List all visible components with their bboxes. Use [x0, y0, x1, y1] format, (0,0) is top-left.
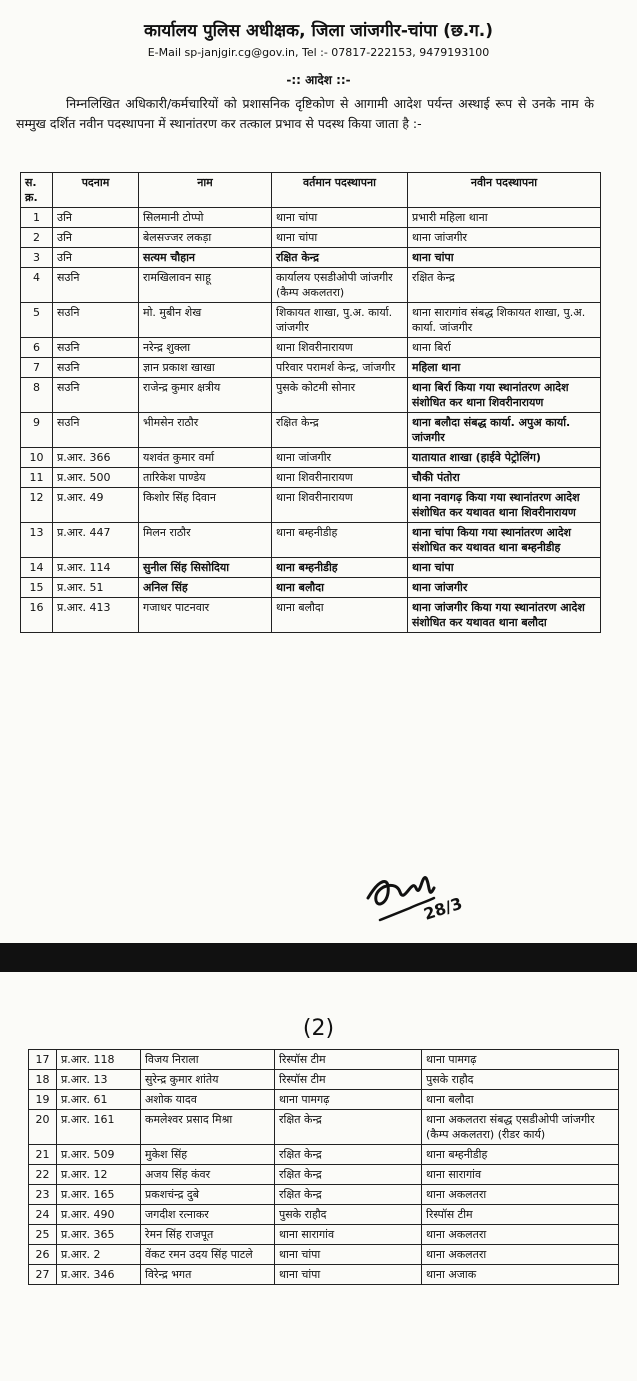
cell-new-posting: थाना अकलतरा	[422, 1185, 619, 1205]
cell-rank: सउनि	[53, 268, 139, 303]
cell-name: रेमन सिंह राजपूत	[141, 1225, 275, 1245]
cell-name: किशोर सिंह दिवान	[139, 488, 272, 523]
cell-serial: 19	[29, 1090, 57, 1110]
cell-name: सत्यम चौहान	[139, 248, 272, 268]
cell-name: मिलन राठौर	[139, 523, 272, 558]
cell-current-posting: थाना चांपा	[275, 1265, 422, 1285]
cell-serial: 25	[29, 1225, 57, 1245]
cell-serial: 15	[21, 578, 53, 598]
header-name: नाम	[139, 173, 272, 208]
cell-new-posting: थाना बलौदा संबद्ध कार्या. अपुअ कार्या. जांजगीर	[408, 413, 601, 448]
table-row	[21, 358, 601, 378]
cell-rank: सउनि	[53, 303, 139, 338]
cell-name: जगदीश रत्नाकर	[141, 1205, 275, 1225]
cell-current-posting: रिस्पॉस टीम	[275, 1070, 422, 1090]
cell-new-posting: थाना अकलतरा	[422, 1225, 619, 1245]
cell-name: अजय सिंह कंवर	[141, 1165, 275, 1185]
cell-current-posting: थाना शिवरीनारायण	[272, 488, 408, 523]
cell-new-posting: थाना बलौदा	[422, 1090, 619, 1110]
cell-current-posting: थाना चांपा	[272, 228, 408, 248]
cell-serial: 1	[21, 208, 53, 228]
cell-new-posting: प्रभारी महिला थाना	[408, 208, 601, 228]
cell-current-posting: पुसके कोटमी सोनार	[272, 378, 408, 413]
cell-rank: प्र.आर. 447	[53, 523, 139, 558]
table-row	[29, 1090, 619, 1110]
cell-name: रामखिलावन साहू	[139, 268, 272, 303]
cell-serial: 24	[29, 1205, 57, 1225]
cell-rank: प्र.आर. 13	[57, 1070, 141, 1090]
cell-new-posting: रिस्पॉस टीम	[422, 1205, 619, 1225]
cell-serial: 27	[29, 1265, 57, 1285]
cell-new-posting: थाना चांपा	[408, 558, 601, 578]
cell-new-posting: यातायात शाखा (हाईवे पेट्रोलिंग)	[408, 448, 601, 468]
cell-name: बेलसज्जर लकड़ा	[139, 228, 272, 248]
table-row	[29, 1165, 619, 1185]
table-row	[29, 1185, 619, 1205]
cell-rank: प्र.आर. 165	[57, 1185, 141, 1205]
cell-current-posting: पुसके राहौद	[275, 1205, 422, 1225]
cell-name: गजाधर पाटनवार	[139, 598, 272, 633]
table-row	[29, 1225, 619, 1245]
office-title: कार्यालय पुलिस अधीक्षक, जिला जांजगीर-चांपा (छ.ग.)	[143, 21, 494, 41]
cell-new-posting: थाना बिर्रा किया गया स्थानांतरण आदेश संशोधित कर थाना शिवरीनारायण	[408, 378, 601, 413]
cell-name: अनिल सिंह	[139, 578, 272, 598]
cell-current-posting: थाना जांजगीर	[272, 448, 408, 468]
cell-serial: 18	[29, 1070, 57, 1090]
cell-rank: प्र.आर. 366	[53, 448, 139, 468]
cell-serial: 21	[29, 1145, 57, 1165]
cell-rank: प्र.आर. 346	[57, 1265, 141, 1285]
cell-new-posting: थाना चांपा	[408, 248, 601, 268]
cell-name: मुकेश सिंह	[141, 1145, 275, 1165]
cell-new-posting: थाना बिर्रा	[408, 338, 601, 358]
cell-new-posting: थाना जांजगीर	[408, 228, 601, 248]
cell-new-posting: थाना बम्हनीडीह	[422, 1145, 619, 1165]
cell-serial: 3	[21, 248, 53, 268]
cell-name: भीमसेन राठौर	[139, 413, 272, 448]
table-row	[21, 578, 601, 598]
cell-serial: 12	[21, 488, 53, 523]
cell-serial: 14	[21, 558, 53, 578]
cell-name: ज्ञान प्रकाश खाखा	[139, 358, 272, 378]
cell-rank: सउनि	[53, 413, 139, 448]
cell-serial: 7	[21, 358, 53, 378]
signature-date: 28/3	[421, 893, 465, 924]
table-row	[21, 208, 601, 228]
cell-rank: उनि	[53, 228, 139, 248]
table-row	[21, 338, 601, 358]
cell-new-posting: थाना जांजगीर	[408, 578, 601, 598]
cell-rank: प्र.आर. 61	[57, 1090, 141, 1110]
cell-new-posting: थाना जांजगीर किया गया स्थानांतरण आदेश संशोधित कर यथावत थाना बलौदा	[408, 598, 601, 633]
cell-name: तारिकेश पाण्डेय	[139, 468, 272, 488]
page-number: (2)	[302, 1016, 335, 1041]
cell-serial: 4	[21, 268, 53, 303]
cell-current-posting: कार्यालय एसडीओपी जांजगीर (कैम्प अकलतरा)	[272, 268, 408, 303]
cell-current-posting: शिकायत शाखा, पु.अ. कार्या. जांजगीर	[272, 303, 408, 338]
table-row	[29, 1245, 619, 1265]
cell-current-posting: थाना चांपा	[272, 208, 408, 228]
table-row	[21, 268, 601, 303]
table-row	[21, 448, 601, 468]
cell-serial: 6	[21, 338, 53, 358]
cell-new-posting: थाना पामगढ़	[422, 1050, 619, 1070]
cell-new-posting: थाना सारागांव संबद्ध शिकायत शाखा, पु.अ. कार्या. जांजगीर	[408, 303, 601, 338]
cell-rank: उनि	[53, 248, 139, 268]
table-row	[21, 248, 601, 268]
cell-rank: प्र.आर. 365	[57, 1225, 141, 1245]
table-row	[29, 1070, 619, 1090]
cell-current-posting: रक्षित केन्द्र	[272, 248, 408, 268]
cell-serial: 8	[21, 378, 53, 413]
cell-current-posting: रक्षित केन्द्र	[275, 1145, 422, 1165]
cell-serial: 22	[29, 1165, 57, 1185]
cell-new-posting: थाना सारागांव	[422, 1165, 619, 1185]
cell-serial: 2	[21, 228, 53, 248]
table-row	[21, 413, 601, 448]
cell-rank: प्र.आर. 118	[57, 1050, 141, 1070]
cell-rank: प्र.आर. 2	[57, 1245, 141, 1265]
cell-current-posting: थाना बम्हनीडीह	[272, 558, 408, 578]
cell-name: यशवंत कुमार वर्मा	[139, 448, 272, 468]
cell-new-posting: चौकी पंतोरा	[408, 468, 601, 488]
table-row	[21, 303, 601, 338]
cell-rank: सउनि	[53, 358, 139, 378]
table-row	[29, 1265, 619, 1285]
cell-name: सिलमानी टोप्पो	[139, 208, 272, 228]
transfer-table-page-1	[20, 172, 601, 633]
cell-current-posting: थाना शिवरीनारायण	[272, 338, 408, 358]
cell-rank: प्र.आर. 490	[57, 1205, 141, 1225]
cell-rank: प्र.आर. 161	[57, 1110, 141, 1145]
cell-rank: प्र.आर. 114	[53, 558, 139, 578]
cell-serial: 20	[29, 1110, 57, 1145]
contact-line: E-Mail sp-janjgir.cg@gov.in, Tel :- 07817-222153, 9479193100	[147, 46, 490, 59]
cell-new-posting: थाना अकलतरा संबद्ध एसडीओपी जांजगीर (कैम्प अकलतरा) (रीडर कार्य)	[422, 1110, 619, 1145]
cell-rank: सउनि	[53, 378, 139, 413]
cell-current-posting: थाना बलौदा	[272, 598, 408, 633]
cell-name: विजय निराला	[141, 1050, 275, 1070]
table-header-row	[21, 173, 601, 208]
cell-current-posting: रक्षित केन्द्र	[275, 1185, 422, 1205]
cell-serial: 17	[29, 1050, 57, 1070]
order-heading: -:: आदेश ::-	[286, 73, 351, 87]
table-row	[21, 228, 601, 248]
table-row	[21, 488, 601, 523]
cell-current-posting: थाना बम्हनीडीह	[272, 523, 408, 558]
cell-new-posting: महिला थाना	[408, 358, 601, 378]
header-new-posting: नवीन पदस्थापना	[408, 173, 601, 208]
cell-current-posting: रक्षित केन्द्र	[275, 1165, 422, 1185]
cell-name: विरेन्द्र भगत	[141, 1265, 275, 1285]
cell-rank: प्र.आर. 509	[57, 1145, 141, 1165]
transfer-table-page-2	[28, 1049, 619, 1285]
cell-current-posting: थाना शिवरीनारायण	[272, 468, 408, 488]
cell-serial: 11	[21, 468, 53, 488]
cell-name: राजेन्द्र कुमार क्षत्रीय	[139, 378, 272, 413]
cell-serial: 9	[21, 413, 53, 448]
cell-serial: 5	[21, 303, 53, 338]
cell-rank: सउनि	[53, 338, 139, 358]
cell-current-posting: थाना पामगढ़	[275, 1090, 422, 1110]
cell-name: वेंकट रमन उदय सिंह पाटले	[141, 1245, 275, 1265]
cell-current-posting: थाना सारागांव	[275, 1225, 422, 1245]
cell-rank: उनि	[53, 208, 139, 228]
table-row	[21, 378, 601, 413]
signature	[360, 858, 470, 928]
table-row	[29, 1050, 619, 1070]
cell-new-posting: थाना अजाक	[422, 1265, 619, 1285]
table-row	[29, 1205, 619, 1225]
cell-name: कमलेश्वर प्रसाद मिश्रा	[141, 1110, 275, 1145]
cell-new-posting: रक्षित केन्द्र	[408, 268, 601, 303]
cell-current-posting: थाना चांपा	[275, 1245, 422, 1265]
cell-new-posting: थाना अकलतरा	[422, 1245, 619, 1265]
header-serial: स. क्र.	[21, 173, 53, 208]
table-row	[29, 1145, 619, 1165]
table-row	[21, 468, 601, 488]
cell-rank: प्र.आर. 49	[53, 488, 139, 523]
header-current-posting: वर्तमान पदस्थापना	[272, 173, 408, 208]
cell-serial: 10	[21, 448, 53, 468]
cell-rank: प्र.आर. 413	[53, 598, 139, 633]
intro-paragraph: निम्नलिखित अधिकारी/कर्मचारियों को प्रशासनिक दृष्टिकोण से आगामी आदेश पर्यन्त अस्थाई रूप से उनके नाम के सम्मुख दर्शित नवीन पदस्थापना में स्थानांतरण कर तत्काल प्रभाव से पदस्थ किया जाता है :-	[16, 96, 594, 131]
cell-name: अशोक यादव	[141, 1090, 275, 1110]
cell-current-posting: परिवार परामर्श केन्द्र, जांजगीर	[272, 358, 408, 378]
header-rank: पदनाम	[53, 173, 139, 208]
cell-name: नरेन्द्र शुक्ला	[139, 338, 272, 358]
cell-current-posting: थाना बलौदा	[272, 578, 408, 598]
cell-serial: 13	[21, 523, 53, 558]
cell-serial: 26	[29, 1245, 57, 1265]
cell-current-posting: रक्षित केन्द्र	[275, 1110, 422, 1145]
cell-new-posting: थाना चांपा किया गया स्थानांतरण आदेश संशोधित कर यथावत थाना बम्हनीडीह	[408, 523, 601, 558]
cell-current-posting: रिस्पॉस टीम	[275, 1050, 422, 1070]
cell-new-posting: थाना नवागढ़ किया गया स्थानांतरण आदेश संशोधित कर यथावत थाना शिवरीनारायण	[408, 488, 601, 523]
cell-rank: प्र.आर. 12	[57, 1165, 141, 1185]
cell-serial: 16	[21, 598, 53, 633]
cell-rank: प्र.आर. 51	[53, 578, 139, 598]
cell-name: प्रकशचंन्द्र दुबे	[141, 1185, 275, 1205]
cell-current-posting: रक्षित केन्द्र	[272, 413, 408, 448]
cell-serial: 23	[29, 1185, 57, 1205]
table-row	[21, 523, 601, 558]
cell-new-posting: पुसके राहौद	[422, 1070, 619, 1090]
table-row	[21, 598, 601, 633]
table-row	[21, 558, 601, 578]
table-row	[29, 1110, 619, 1145]
cell-name: सुनील सिंह सिसोदिया	[139, 558, 272, 578]
cell-name: सुरेन्द्र कुमार शांतेय	[141, 1070, 275, 1090]
cell-rank: प्र.आर. 500	[53, 468, 139, 488]
cell-name: मो. मुबीन शेख	[139, 303, 272, 338]
